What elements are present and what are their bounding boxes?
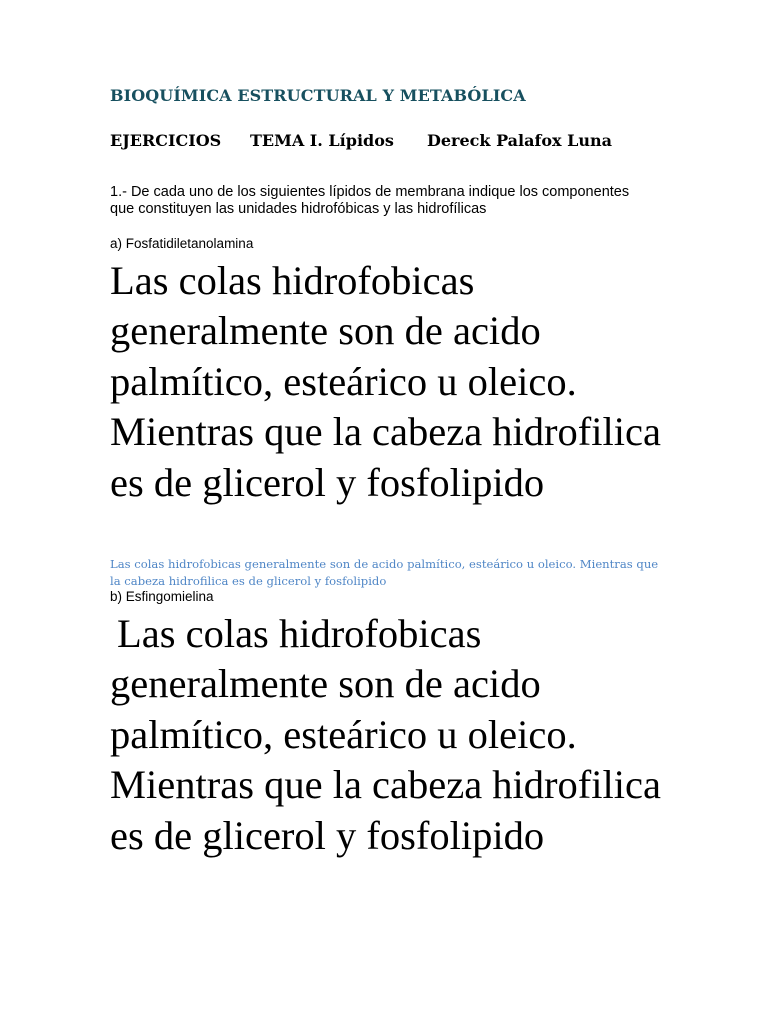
- subheader-topic: TEMA I. Lípidos: [250, 131, 394, 150]
- item-b-label: b) Esfingomielina: [110, 589, 214, 604]
- subheader-section: EJERCICIOS: [110, 131, 222, 150]
- question-1-text: 1.- De cada uno de los siguientes lípidos de membrana indique los componentes que constituyen las unidades hidrofóbicas y las hidrofílicas: [110, 184, 630, 217]
- document-title: BIOQUÍMICA ESTRUCTURAL Y METABÓLICA: [110, 86, 526, 105]
- item-a-label: a) Fosfatidiletanolamina: [110, 236, 254, 251]
- item-b-answer-large: Las colas hidrofobicas generalmente son de acido palmítico, esteárico u oleico. Mientras que la cabeza hidrofilica es de glicerol y fosfolipido: [110, 611, 661, 858]
- item-a-answer-large: Las colas hidrofobicas generalmente son de acido palmítico, esteárico u oleico. Mientras que la cabeza hidrofilica es de glicerol y fosfolipido: [110, 258, 661, 505]
- item-a-answer-small: Las colas hidrofobicas generalmente son de acido palmítico, esteárico u oleico. Mientras que la cabeza hidrofilica es de glicerol y fosfolipido: [110, 557, 659, 588]
- subheader-author: Dereck Palafox Luna: [427, 131, 613, 150]
